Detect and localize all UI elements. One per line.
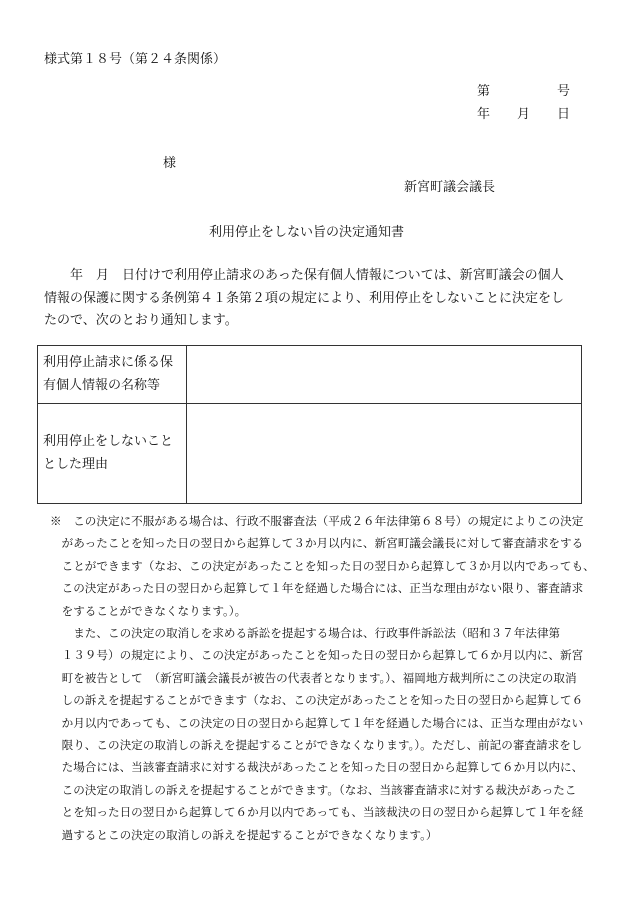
note-line: 限り、この決定の取消しの訴えを提起することができなくなります。）。ただし、前記の審査請求をし <box>50 738 583 753</box>
date-year: 年 <box>477 107 491 122</box>
table-label-target-info <box>38 346 187 404</box>
label-line: 有個人情報の名称等 <box>43 377 161 393</box>
note-line: １３９号）の規定により、この決定があったことを知った日の翌日から起算して６か月以内に、新宮 <box>50 648 584 663</box>
table-value-target-info <box>187 346 582 404</box>
addressee: 様 <box>163 156 177 171</box>
table-row <box>38 346 582 404</box>
note-line: があったことを知った日の翌日から起算して３か月以内に、新宮町議会議長に対して審査請求をする <box>50 536 584 551</box>
doc-number-suffix: 号 <box>557 84 571 99</box>
sender: 新宮町議会議長 <box>404 180 496 195</box>
date-day: 日 <box>557 107 571 122</box>
table-label-reason <box>38 404 187 504</box>
label-line: 利用停止請求に係る保 <box>43 355 174 370</box>
note-line: しの訴えを提起することができます（なお、この決定があったことを知った日の翌日から起算して６ <box>50 693 584 708</box>
body-line: 年 月 日付けで利用停止請求のあった保有個人情報については、新宮町議会の個人 <box>44 268 564 283</box>
note-line: 町を被告として （新宮町議会議長が被告の代表者となります。）、福岡地方裁判所にこの決定の取消 <box>50 670 577 685</box>
date-month: 月 <box>517 107 531 122</box>
form-number: 様式第１８号（第２４条関係） <box>44 52 227 67</box>
info-table <box>37 345 582 504</box>
body-line: たので、次のとおり通知します。 <box>44 313 238 328</box>
table-row <box>38 404 582 504</box>
note-line: この決定の取消しの訴えを提起することができます。（なお、当該審査請求に対する裁決があったこ <box>50 782 577 797</box>
label-line: とした理由 <box>43 456 109 472</box>
note-line: をすることができなくなります。）。 <box>50 603 247 618</box>
body-paragraph <box>44 265 589 333</box>
note-line: 過するとこの決定の取消しの訴えを提起することができなくなります。） <box>50 827 438 842</box>
note-line: この決定があった日の翌日から起算して１年を経過した場合には、正当な理由がない限り、審査請求 <box>50 581 584 596</box>
note-line: か月以内であっても、この決定の日の翌日から起算して１年を経過した場合には、正当な理由がない <box>50 715 584 730</box>
notes-section <box>50 510 595 846</box>
page-title: 利用停止をしない旨の決定通知書 <box>209 225 405 240</box>
note-line: ※ この決定に不服がある場合は、行政不服審査法（平成２６年法律第６８号）の規定によりこの決定 <box>50 514 584 528</box>
note-line: とを知った日の翌日から起算して６か月以内であっても、当該裁決の日の翌日から起算して１年を経 <box>50 805 584 820</box>
body-line: 情報の保護に関する条例第４１条第２項の規定により、利用停止をしないことに決定をし <box>44 290 565 306</box>
doc-number-prefix: 第 <box>477 84 491 99</box>
note-line: ことができます（なお、この決定があったことを知った日の翌日から起算して３か月以内であっても、 <box>50 558 595 573</box>
label-line: 利用停止をしないこと <box>43 434 174 449</box>
note-line: また、この決定の取消しを求める訴訟を提起する場合は、行政事件訴訟法（昭和３７年法律第 <box>50 626 561 641</box>
note-line: た場合には、当該審査請求に対する裁決があったことを知った日の翌日から起算して６か月以内に、 <box>50 760 584 775</box>
table-value-reason <box>187 404 582 504</box>
